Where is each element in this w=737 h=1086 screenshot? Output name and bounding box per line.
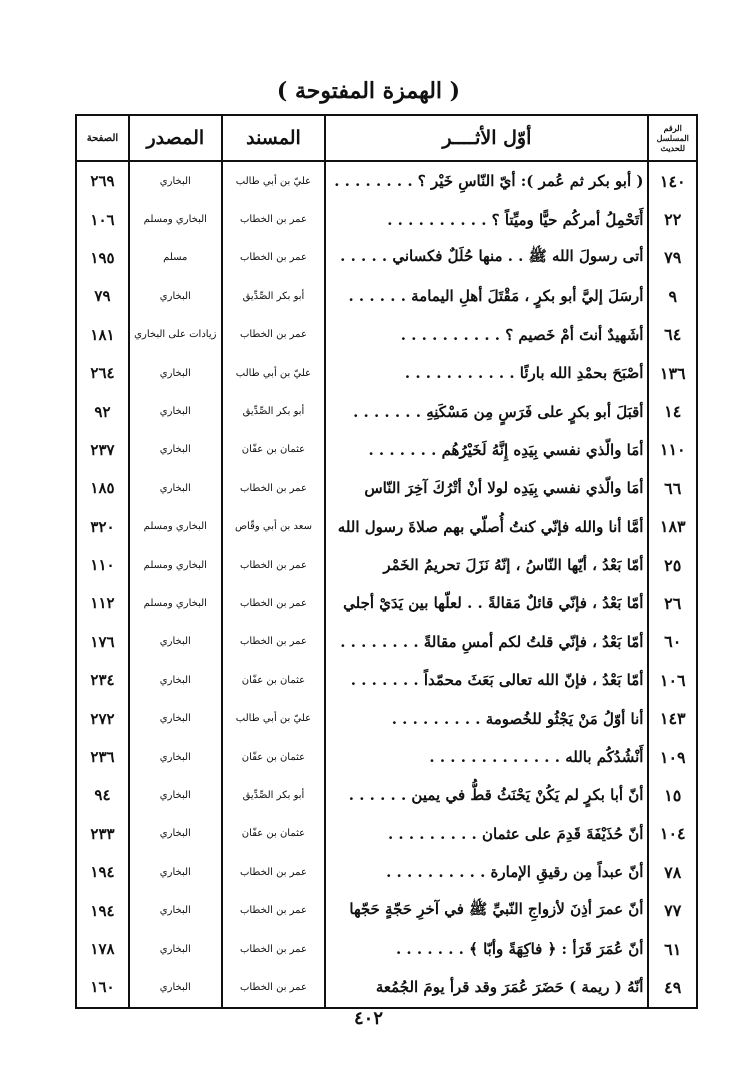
source-cell: مسلم	[129, 239, 222, 277]
source-cell: البخاري ومسلم	[129, 200, 222, 238]
serial-number-cell: ٦٤	[648, 316, 697, 354]
source-cell: البخاري	[129, 392, 222, 430]
table-row	[76, 469, 697, 507]
athar-cell: أنّ حُذَيْفَةَ قَدِمَ على عثمان . . . . . . . . .	[325, 815, 648, 853]
page-cell: ١٩٤	[76, 853, 129, 891]
page-cell: ٩٢	[76, 392, 129, 430]
athar-cell: أنّ أبا بكرٍ لم يَكُنْ يَحْنَثُ قطُّ في يمين . . . . . .	[325, 776, 648, 814]
athar-cell: أمَّا أنا والله فإنّي كنتُ أُصلّي بهم صلاةَ رسول الله	[325, 508, 648, 546]
source-cell: البخاري	[129, 354, 222, 392]
athar-cell: أنّ عُمَرَ قَرَأ : ﴿ فاكِهَةً وأبّا ﴾ . . . . . . .	[325, 930, 648, 968]
athar-cell: أمّا بَعْدُ ، فإنّي قلتُ لكم أمسِ مقالةً . . . . . . . .	[325, 623, 648, 661]
serial-number-cell: ١٠٤	[648, 815, 697, 853]
table-row	[76, 354, 697, 392]
table-row	[76, 392, 697, 430]
musnad-cell: عمر بن الخطاب	[222, 968, 326, 1007]
page-cell: ١١٢	[76, 584, 129, 622]
serial-number-cell: ١٤٣	[648, 699, 697, 737]
serial-number-cell: ٢٥	[648, 546, 697, 584]
serial-number-cell: ٩	[648, 277, 697, 315]
musnad-cell: عمر بن الخطاب	[222, 469, 326, 507]
serial-number-cell: ٧٧	[648, 891, 697, 929]
page-cell: ١٨١	[76, 316, 129, 354]
musnad-cell: عثمان بن عفّان	[222, 815, 326, 853]
header-serial-number: الرقم المسلسل للحديث	[648, 115, 697, 161]
source-cell: البخاري ومسلم	[129, 508, 222, 546]
table-body	[76, 161, 697, 1008]
page-cell: ٢٣٣	[76, 815, 129, 853]
page-cell: ١٨٥	[76, 469, 129, 507]
athar-cell: أنا أوّلُ مَنْ يَجْثُو للخُصومة . . . . . . . . .	[325, 699, 648, 737]
athar-cell: أقبَلَ أبو بكرٍ على فَرَسٍ مِن مَسْكَنِهِ . . . . . . .	[325, 392, 648, 430]
serial-number-cell: ١٤	[648, 392, 697, 430]
serial-number-cell: ٧٩	[648, 239, 697, 277]
table-row	[76, 277, 697, 315]
athar-cell: أمّا بَعْدُ ، فإنّي قائلٌ مَقالةً . . لعلّها بين يَدَيْ أجلي	[325, 584, 648, 622]
athar-cell: أشَهيدٌ أنتَ أمْ خَصيم ؟ . . . . . . . . . .	[325, 316, 648, 354]
page-cell: ٢٧٢	[76, 699, 129, 737]
header-row	[76, 115, 697, 161]
musnad-cell: عمر بن الخطاب	[222, 316, 326, 354]
serial-number-cell: ٦١	[648, 930, 697, 968]
table-row	[76, 968, 697, 1007]
musnad-cell: عليّ بن أبي طالب	[222, 699, 326, 737]
serial-number-cell: ٢٢	[648, 200, 697, 238]
athar-cell: ( أبو بكر ثم عُمر ): أيّ النّاسِ خَيْر ؟ . . . . . . . .	[325, 161, 648, 200]
table-row	[76, 584, 697, 622]
page-cell: ١٦٠	[76, 968, 129, 1007]
musnad-cell: عثمان بن عفّان	[222, 661, 326, 699]
source-cell: البخاري	[129, 661, 222, 699]
source-cell: البخاري	[129, 699, 222, 737]
page-cell: ٢٣٧	[76, 431, 129, 469]
source-cell: البخاري	[129, 891, 222, 929]
athar-cell: أتى رسولَ الله ﷺ . . منها حُلَلٌ فكساني . . . . .	[325, 239, 648, 277]
musnad-cell: عمر بن الخطاب	[222, 891, 326, 929]
header-source: المصدر	[129, 115, 222, 161]
serial-number-cell: ١١٠	[648, 431, 697, 469]
musnad-cell: عمر بن الخطاب	[222, 623, 326, 661]
musnad-cell: عثمان بن عفّان	[222, 738, 326, 776]
page-number: ٤٠٢	[353, 1008, 383, 1029]
page-cell: ٧٩	[76, 277, 129, 315]
table-row	[76, 239, 697, 277]
table-row	[76, 815, 697, 853]
athar-cell: أمّا بَعْدُ ، أيّها النّاسُ ، إنّهُ نَزَلَ تحريمُ الخَمْر	[325, 546, 648, 584]
athar-cell: أَنْشُدُكُم بالله . . . . . . . . . . . . .	[325, 738, 648, 776]
table-row	[76, 508, 697, 546]
source-cell: زيادات على البخاري	[129, 316, 222, 354]
source-cell: البخاري	[129, 968, 222, 1007]
athar-cell: أصْبَحَ بحمْدِ الله بارئًا . . . . . . . . . . .	[325, 354, 648, 392]
header-page: الصفحة	[76, 115, 129, 161]
header-musnad: المسند	[222, 115, 326, 161]
serial-number-cell: ١٣٦	[648, 354, 697, 392]
page-cell: ٣٢٠	[76, 508, 129, 546]
athar-cell: أنّهُ ( ريمة ) حَضَرَ عُمَرَ وقد قرأ يومَ الجُمُعة	[325, 968, 648, 1007]
musnad-cell: عمر بن الخطاب	[222, 239, 326, 277]
source-cell: البخاري	[129, 930, 222, 968]
serial-number-cell: ١٠٦	[648, 661, 697, 699]
source-cell: البخاري	[129, 469, 222, 507]
table-row	[76, 316, 697, 354]
source-cell: البخاري	[129, 815, 222, 853]
serial-number-cell: ١٤٠	[648, 161, 697, 200]
table-row	[76, 776, 697, 814]
table-row	[76, 891, 697, 929]
serial-number-cell: ١٨٣	[648, 508, 697, 546]
page-title: ( الهمزة المفتوحة )	[276, 78, 461, 104]
page-cell: ١٧٨	[76, 930, 129, 968]
table-row	[76, 161, 697, 200]
musnad-cell: عمر بن الخطاب	[222, 200, 326, 238]
source-cell: البخاري	[129, 738, 222, 776]
header-athar: أوّل الأثــــر	[325, 115, 648, 161]
hadith-index-table	[75, 114, 698, 1009]
page-cell: ٢٦٩	[76, 161, 129, 200]
serial-number-cell: ٤٩	[648, 968, 697, 1007]
serial-number-cell: ١٠٩	[648, 738, 697, 776]
page-cell: ١٧٦	[76, 623, 129, 661]
page-cell: ١٩٥	[76, 239, 129, 277]
source-cell: البخاري ومسلم	[129, 584, 222, 622]
page-cell: ١٠٦	[76, 200, 129, 238]
athar-cell: أَتَحْمِلُ أمركُم حيًّا وميِّتاً ؟ . . . . . . . . . .	[325, 200, 648, 238]
table-row	[76, 738, 697, 776]
table-row	[76, 200, 697, 238]
serial-number-cell: ٢٦	[648, 584, 697, 622]
source-cell: البخاري ومسلم	[129, 546, 222, 584]
page-cell: ١١٠	[76, 546, 129, 584]
page-cell: ٢٣٦	[76, 738, 129, 776]
musnad-cell: عمر بن الخطاب	[222, 853, 326, 891]
musnad-cell: عمر بن الخطاب	[222, 546, 326, 584]
musnad-cell: عثمان بن عفّان	[222, 431, 326, 469]
athar-cell: أرسَلَ إليَّ أبو بكرٍ ، مَقْتَلَ أهلِ اليمامة . . . . . .	[325, 277, 648, 315]
source-cell: البخاري	[129, 161, 222, 200]
source-cell: البخاري	[129, 431, 222, 469]
page-cell: ١٩٤	[76, 891, 129, 929]
table-row	[76, 930, 697, 968]
musnad-cell: عمر بن الخطاب	[222, 584, 326, 622]
serial-number-cell: ٦٦	[648, 469, 697, 507]
source-cell: البخاري	[129, 623, 222, 661]
musnad-cell: أبو بكر الصِّدِّيق	[222, 392, 326, 430]
page-cell: ٢٦٤	[76, 354, 129, 392]
musnad-cell: أبو بكر الصِّدِّيق	[222, 277, 326, 315]
serial-number-cell: ٦٠	[648, 623, 697, 661]
athar-cell: أمّا بَعْدُ ، فإنّ الله تعالى بَعَثَ محمّداً . . . . . . .	[325, 661, 648, 699]
table-row	[76, 661, 697, 699]
table-row	[76, 546, 697, 584]
source-cell: البخاري	[129, 776, 222, 814]
athar-cell: أنّ عبداً مِن رقيقِ الإمارة . . . . . . . . . .	[325, 853, 648, 891]
table-row	[76, 623, 697, 661]
serial-number-cell: ١٥	[648, 776, 697, 814]
musnad-cell: أبو بكر الصِّدِّيق	[222, 776, 326, 814]
table-row	[76, 699, 697, 737]
musnad-cell: عمر بن الخطاب	[222, 930, 326, 968]
athar-cell: أنّ عمرَ أذِنَ لأزواجِ النّبيِّ ﷺ في آخرِ حَجّةٍ حَجّها	[325, 891, 648, 929]
athar-cell: أمَا والّذي نفسي بِيَدِه إِنَّهُ لَخَيْرُهُم . . . . . . .	[325, 431, 648, 469]
musnad-cell: سعد بن أبي وقّاص	[222, 508, 326, 546]
table-row	[76, 853, 697, 891]
musnad-cell: عليّ بن أبي طالب	[222, 354, 326, 392]
source-cell: البخاري	[129, 277, 222, 315]
athar-cell: أمَا والّذي نفسي بِيَدِه لولا أنْ أتْرُكَ آخِرَ النّاس	[325, 469, 648, 507]
serial-number-cell: ٧٨	[648, 853, 697, 891]
source-cell: البخاري	[129, 853, 222, 891]
table-row	[76, 431, 697, 469]
page-cell: ٢٣٤	[76, 661, 129, 699]
page-cell: ٩٤	[76, 776, 129, 814]
musnad-cell: عليّ بن أبي طالب	[222, 161, 326, 200]
